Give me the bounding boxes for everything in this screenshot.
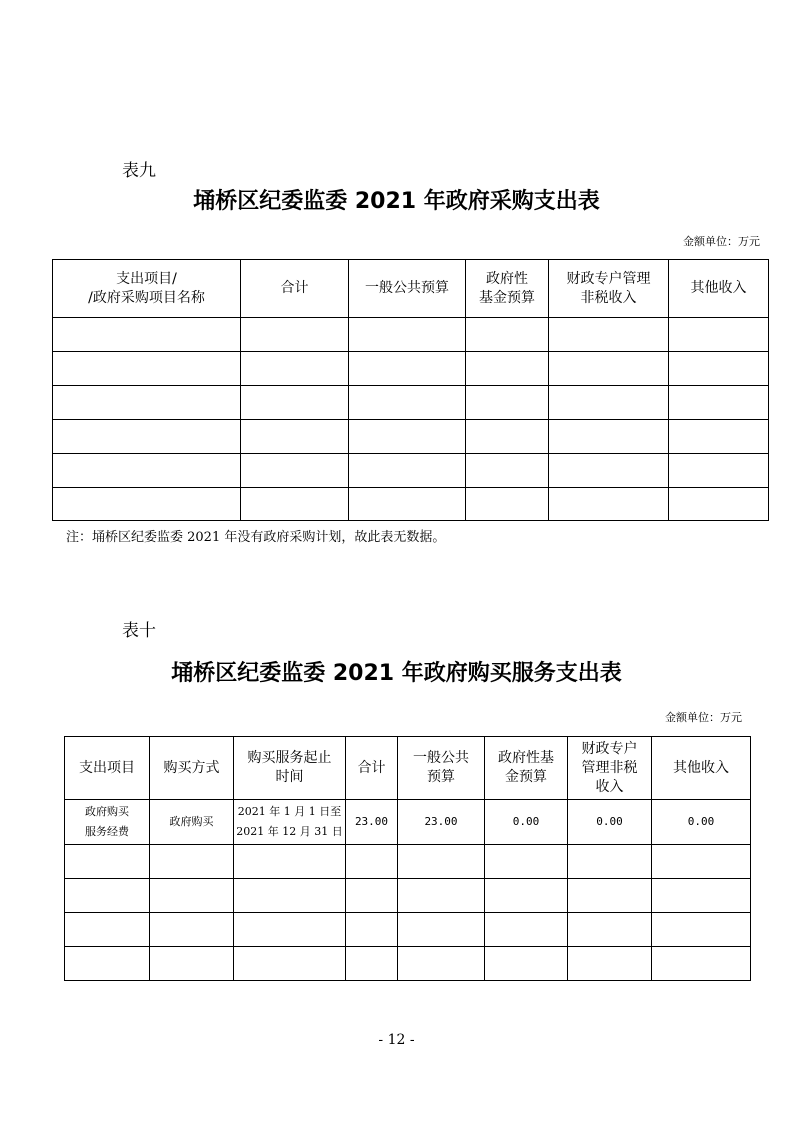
table10-header-item: 支出项目 (65, 737, 150, 800)
table10-cell-item: 政府购买 服务经费 (65, 800, 150, 845)
table9-note: 注：埇桥区纪委监委 2021 年没有政府采购计划，故此表无数据。 (66, 530, 446, 545)
table10-header-method: 购买方式 (150, 737, 234, 800)
table10-cell-special-account: 0.00 (568, 800, 652, 845)
table-row (65, 879, 751, 913)
table10-cell-other: 0.00 (652, 800, 751, 845)
page-number: - 12 - (378, 1032, 415, 1048)
table-row (53, 318, 769, 352)
table9-header-special-account: 财政专户管理 非税收入 (549, 260, 669, 318)
table10-cell-fund-budget: 0.00 (485, 800, 568, 845)
table10-cell-general-budget: 23.00 (398, 800, 485, 845)
table-row (53, 352, 769, 386)
table10-cell-total: 23.00 (346, 800, 398, 845)
table9-header-total: 合计 (241, 260, 349, 318)
table-row (53, 488, 769, 521)
table-row (53, 454, 769, 488)
table-row (65, 845, 751, 879)
table10-title: 埇桥区纪委监委 2021 年政府购买服务支出表 (171, 661, 622, 686)
table-row (65, 913, 751, 947)
table9-header-fund-budget: 政府性 基金预算 (466, 260, 549, 318)
table10-cell-period: 2021 年 1 月 1 日至 2021 年 12 月 31 日 (234, 800, 346, 845)
table9-header-item: 支出项目/ /政府采购项目名称 (53, 260, 241, 318)
table-row (65, 800, 751, 845)
table10-header-fund-budget: 政府性基 金预算 (485, 737, 568, 800)
table9 (52, 259, 769, 521)
table-row (65, 947, 751, 981)
table10-header-other: 其他收入 (652, 737, 751, 800)
table-row (53, 420, 769, 454)
table9-label: 表九 (122, 161, 156, 181)
table10-cell-method: 政府购买 (150, 800, 234, 845)
table10-header-general-budget: 一般公共 预算 (398, 737, 485, 800)
table10-header-total: 合计 (346, 737, 398, 800)
table9-header-other: 其他收入 (669, 260, 769, 318)
table9-header-general-budget: 一般公共预算 (349, 260, 466, 318)
table10-header-special-account: 财政专户 管理非税 收入 (568, 737, 652, 800)
table9-unit: 金额单位：万元 (683, 235, 760, 248)
table10-header-period: 购买服务起止 时间 (234, 737, 346, 800)
table10 (64, 736, 751, 981)
table-row (53, 386, 769, 420)
table10-unit: 金额单位：万元 (665, 711, 742, 724)
table9-title: 埇桥区纪委监委 2021 年政府采购支出表 (193, 189, 600, 214)
table10-label: 表十 (122, 621, 156, 641)
